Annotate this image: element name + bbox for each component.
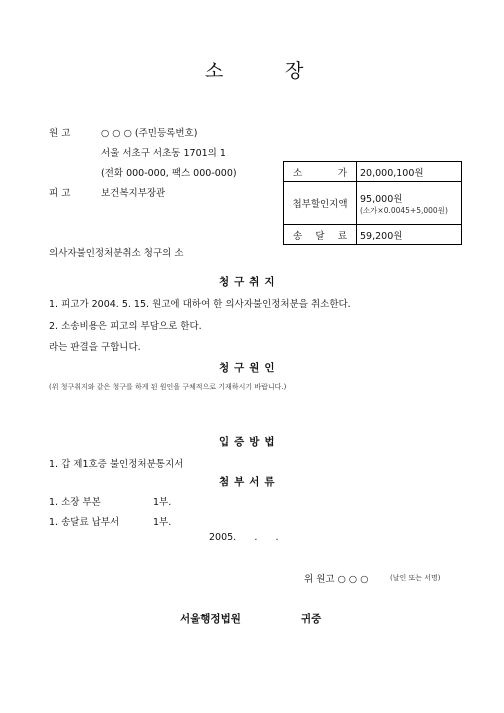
attachment-2-name: 1. 송달료 납부서 (49, 517, 120, 528)
claim-line-1: 1. 피고가 2004. 5. 15. 원고에 대하여 한 의사자불인정처분을 취소한다. (49, 299, 351, 310)
evidence-line-1: 1. 갑 제1호증 불인정처분통지서 (49, 459, 184, 470)
attachment-2-count: 1부. (153, 517, 172, 528)
fee-label-char: 소 (293, 167, 303, 179)
claim-line-3: 라는 판결을 구합니다. (49, 342, 141, 353)
fee-label-stamp: 첩부할인지액 (284, 182, 357, 225)
fee-row-postage (284, 225, 462, 245)
court-name: 서울행정법원 (180, 613, 241, 625)
plaintiff-name: ○ ○ ○ (주민등록번호) (101, 128, 198, 139)
cause-note: (위 청구취지와 같은 청구를 하게 된 원인을 구체적으로 기재하시기 바랍니다.) (49, 383, 287, 391)
section-heading-claims: 청구취지 (219, 276, 280, 288)
fee-label-postage (284, 225, 357, 245)
filing-date: 2005. . . (209, 532, 279, 543)
fee-label-char: 송 (293, 230, 303, 242)
document-title (0, 56, 504, 80)
fee-label-char: 달 (315, 230, 325, 242)
defendant-name: 보건복지부장관 (101, 188, 166, 199)
attachment-1-name: 1. 소장 부본 (49, 497, 101, 508)
plaintiff-label: 원 고 (49, 128, 71, 139)
signer: 위 원고 ○ ○ ○ (304, 574, 369, 585)
fee-value-stamp (357, 182, 462, 225)
fee-row-stamp (284, 182, 462, 225)
stamp-formula: (소가×0.0045+5,000원) (360, 205, 448, 215)
fee-table (283, 161, 462, 245)
claim-line-2: 2. 소송비용은 피고의 부담으로 한다. (49, 321, 202, 332)
plaintiff-address: 서울 서초구 서초동 1701의 1 (101, 148, 226, 159)
court-suffix: 귀중 (301, 613, 322, 625)
section-heading-attachments: 첨부서류 (219, 476, 280, 488)
title-char-1: 소 (205, 60, 224, 82)
attachment-1-count: 1부. (153, 497, 172, 508)
fee-value-postage: 59,200원 (357, 225, 462, 245)
fee-value-amount: 20,000,100원 (357, 162, 462, 182)
plaintiff-contact: (전화 000-000, 팩스 000-000) (101, 168, 237, 179)
stamp-amount: 95,000원 (360, 193, 403, 205)
fee-label-amount (284, 162, 357, 182)
fee-row-amount (284, 162, 462, 182)
case-name: 의사자불인정처분취소 청구의 소 (49, 248, 184, 259)
signer-note: (날인 또는 서명) (390, 574, 441, 582)
defendant-label: 피 고 (49, 188, 71, 199)
section-heading-evidence: 입증방법 (219, 436, 280, 448)
title-char-2: 장 (285, 60, 304, 82)
fee-label-char: 가 (337, 167, 347, 179)
section-heading-cause: 청구원인 (219, 362, 280, 374)
fee-label-char: 료 (337, 230, 347, 242)
